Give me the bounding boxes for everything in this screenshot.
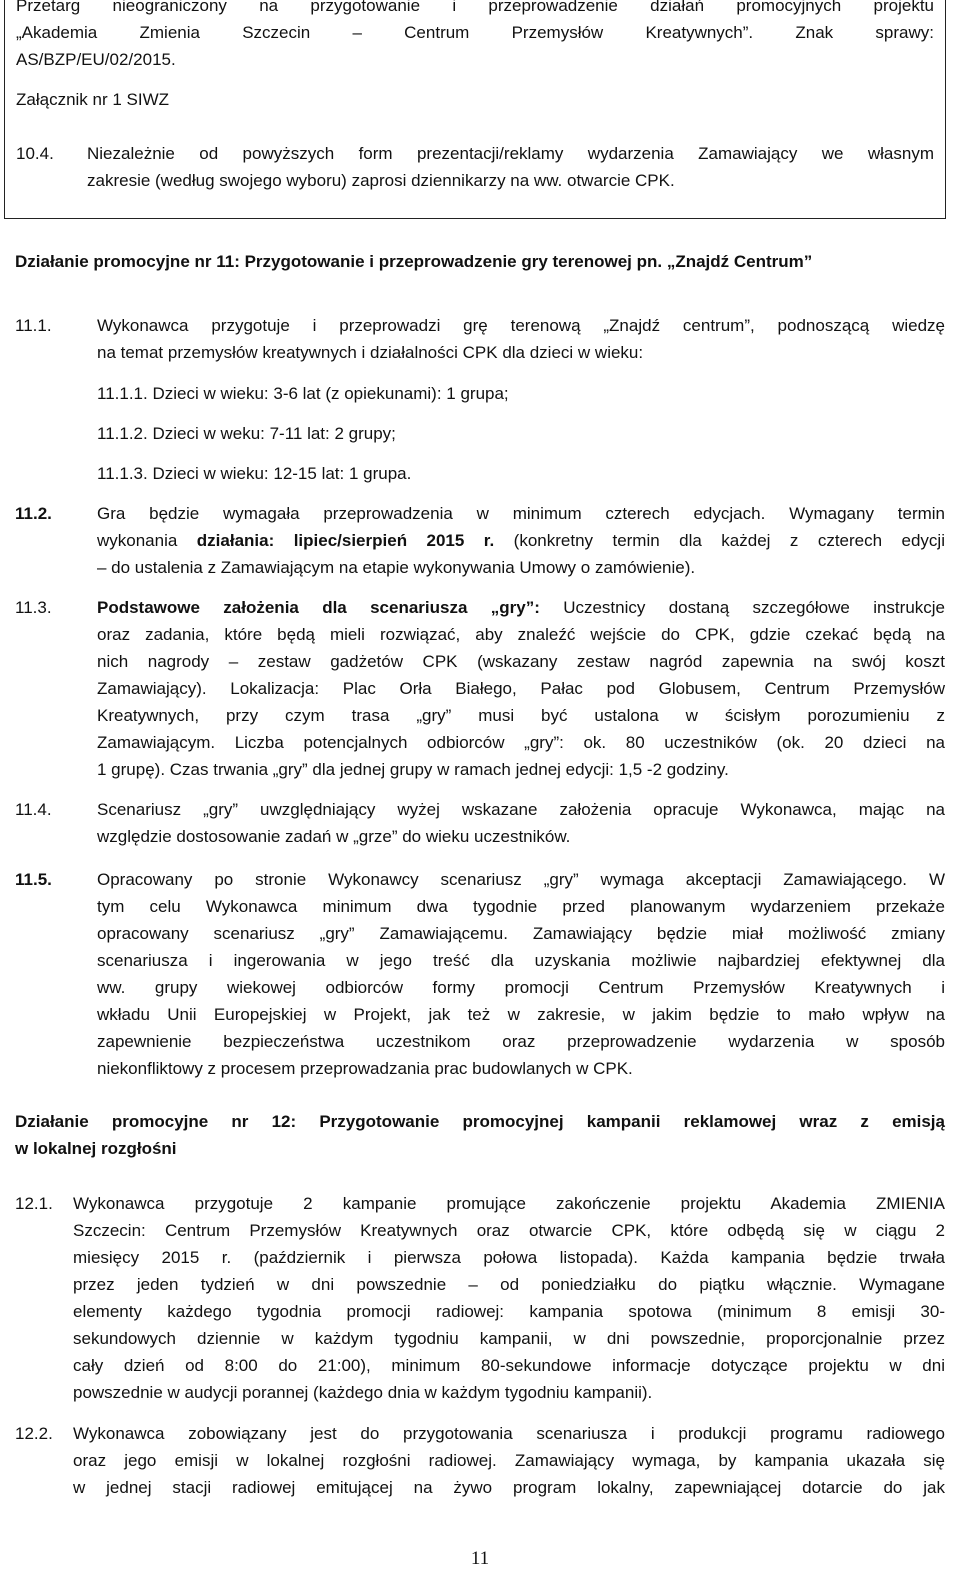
item-text (97, 866, 945, 1082)
text-line: Kreatywnych, przy czym trasa „gry” musi być ustalona w ścisłym porozumieniu z (97, 706, 945, 725)
item-text (97, 594, 945, 783)
text-line: Opracowany po stronie Wykonawcy scenariusz „gry” wymaga akceptacji Zamawiającego. W (97, 870, 945, 889)
text-line: 1 grupę). Czas trwania „gry” dla jednej grupy w ramach jednej edycji: 1,5 -2 godziny. (97, 760, 729, 779)
section-11-heading: Działanie promocyjne nr 11: Przygotowanie i przeprowadzenie gry terenowej pn. „Znajdź Centrum” (15, 252, 813, 271)
item-11-3 (15, 594, 945, 789)
tender-title-line: „Akademia Zmienia Szczecin – Centrum Przemysłów Kreatywnych”. Znak sprawy: (16, 23, 934, 42)
item-number: 12.2. (15, 1424, 53, 1443)
deadline-bold: działania: lipiec/sierpień 2015 r. (196, 531, 495, 550)
item-text (97, 796, 945, 850)
item-number: 11.4. (15, 800, 52, 819)
section-12-heading (15, 1108, 945, 1162)
text-line: w jednej stacji radiowej emitującej na żywo program lokalny, zapewniającej dotarcie do jak (73, 1478, 945, 1497)
text-run: (konkretny termin dla każdej z czterech edycji (494, 531, 945, 550)
tender-title-line: AS/BZP/EU/02/2015. (16, 50, 176, 69)
item-number: 11.1. (15, 316, 52, 335)
item-12-2 (15, 1420, 945, 1504)
item-number: 11.3. (15, 598, 52, 617)
text-line: niekonfliktowy z procesem przeprowadzania prac budowlanych w CPK. (97, 1059, 633, 1078)
item-text (97, 312, 945, 366)
item-number: 12.1. (15, 1194, 53, 1213)
item-number: 11.2. (15, 504, 52, 523)
text-line: na temat przemysłów kreatywnych i działalności CPK dla dzieci w wieku: (97, 343, 644, 362)
attachment-label: Załącznik nr 1 SIWZ (16, 90, 170, 109)
text-line: przez jeden tydzień w dni powszednie – od poniedziałku do piątku włącznie. Wymagane (73, 1275, 945, 1294)
item-text (73, 1420, 945, 1501)
text-line: tym celu Wykonawca minimum dwa tygodnie przed planowanym wydarzeniem przekaże (97, 897, 945, 916)
text-line: elementy każdego tygodnia promocji radiowej: kampania spotowa (minimum 8 emisji 30- (73, 1302, 945, 1321)
item-text (73, 1190, 945, 1406)
subitem: 11.1.2. Dzieci w weku: 7-11 lat: 2 grupy; (97, 424, 396, 443)
subitem: 11.1.1. Dzieci w wieku: 3-6 lat (z opiekunami): 1 grupa; (97, 384, 509, 403)
text-line: cały dzień od 8:00 do 21:00), minimum 80-sekundowe informacje dotyczące projektu w dni (73, 1356, 945, 1375)
page-number: 11 (470, 1548, 490, 1569)
text-line (97, 594, 945, 621)
text-line: opracowany scenariusz „gry” Zamawiającemu. Zamawiający będzie miał możliwość zmiany (97, 924, 945, 943)
text-line: scenariusza i ingerowania w jego treść dla uzyskania możliwie najbardziej efektywnej dla (97, 951, 945, 970)
text-line: Gra będzie wymagała przeprowadzenia w minimum czterech edycjach. Wymagany termin (97, 504, 945, 523)
item-11-5 (15, 866, 945, 1086)
text-line: oraz jego emisji w lokalnej rozgłośni radiowej. Zamawiający wymaga, by kampania ukazała się (73, 1451, 945, 1470)
item-11-1 (15, 312, 945, 502)
text-line: Wykonawca zobowiązany jest do przygotowania scenariusza i produkcji programu radiowego (73, 1424, 945, 1443)
text-line: Wykonawca przygotuje 2 kampanie promujące zakończenie projektu Akademia ZMIENIA (73, 1194, 945, 1213)
text-line: Niezależnie od powyższych form prezentacji/reklamy wydarzenia Zamawiający we własnym (87, 144, 934, 163)
text-line: zakresie (według swojego wyboru) zaprosi dziennikarzy na ww. otwarcie CPK. (87, 171, 675, 190)
text-line: oraz zadania, które będą mieli rozwiązać, aby znaleźć wejście do CPK, gdzie czekać będą na (97, 625, 945, 644)
text-line: Zamawiającym. Liczba potencjalnych odbiorców „gry”: ok. 80 uczestników (ok. 20 dzieci na (97, 733, 945, 752)
text-line: wkładu Unii Europejskiej w Projekt, jak też w zakresie, w jakim będzie to mało wpływ na (97, 1005, 945, 1024)
item-11-4 (15, 796, 945, 852)
item-10-4-text (87, 140, 934, 194)
header-box (4, 0, 946, 219)
text-line: nich nagrody – zestaw gadżetów CPK (wskazany zestaw nagród zapewnia na swój koszt (97, 652, 945, 671)
text-line: Scenariusz „gry” uwzględniający wyżej wskazane założenia opracuje Wykonawca, mając na (97, 800, 945, 819)
subitem: 11.1.3. Dzieci w wieku: 12-15 lat: 1 grupa. (97, 464, 412, 483)
item-number: 11.5. (15, 870, 52, 889)
text-line: sekundowych dziennie w każdym tygodniu kampanii, w dni powszednie, proporcjonalnie przez (73, 1329, 945, 1348)
tender-title-line: Przetarg nieograniczony na przygotowanie i przeprowadzenie działań promocyjnych projektu (16, 0, 934, 15)
text-line: Wykonawca przygotuje i przeprowadzi grę terenową „Znajdź centrum”, podnoszącą wiedzę (97, 316, 945, 335)
scenario-heading: Podstawowe założenia dla scenariusza „gry”: (97, 598, 540, 617)
text-line (97, 527, 945, 554)
item-text (97, 500, 945, 581)
text-line: powszednie w audycji porannej (każdego dnia w każdym tygodniu kampanii). (73, 1383, 653, 1402)
text-line: – do ustalenia z Zamawiającym na etapie wykonywania Umowy o zamówienie). (97, 558, 696, 577)
heading-line: w lokalnej rozgłośni (15, 1139, 177, 1158)
tender-title (16, 0, 934, 73)
text-run: wykonania (97, 531, 197, 550)
text-line: Zamawiający). Lokalizacja: Plac Orła Białego, Pałac pod Globusem, Centrum Przemysłów (97, 679, 945, 698)
item-12-1 (15, 1190, 945, 1410)
text-line: zapewnienie bezpieczeństwa uczestnikom oraz przeprowadzenie wydarzenia w sposób (97, 1032, 945, 1051)
item-number: 10.4. (16, 144, 54, 163)
text-line: ww. grupy wiekowej odbiorców formy promocji Centrum Przemysłów Kreatywnych i (97, 978, 945, 997)
text-line: miesięcy 2015 r. (październik i pierwsza połowa listopada). Każda kampania będzie trwała (73, 1248, 945, 1267)
text-run: Uczestnicy dostaną szczegółowe instrukcje (539, 598, 945, 617)
text-line: Szczecin: Centrum Przemysłów Kreatywnych oraz otwarcie CPK, które odbędą się w ciągu 2 (73, 1221, 945, 1240)
text-line: względzie dostosowanie zadań w „grze” do wieku uczestników. (97, 827, 571, 846)
heading-line: Działanie promocyjne nr 12: Przygotowanie promocyjnej kampanii reklamowej wraz z emisją (15, 1112, 945, 1131)
item-11-2 (15, 500, 945, 584)
